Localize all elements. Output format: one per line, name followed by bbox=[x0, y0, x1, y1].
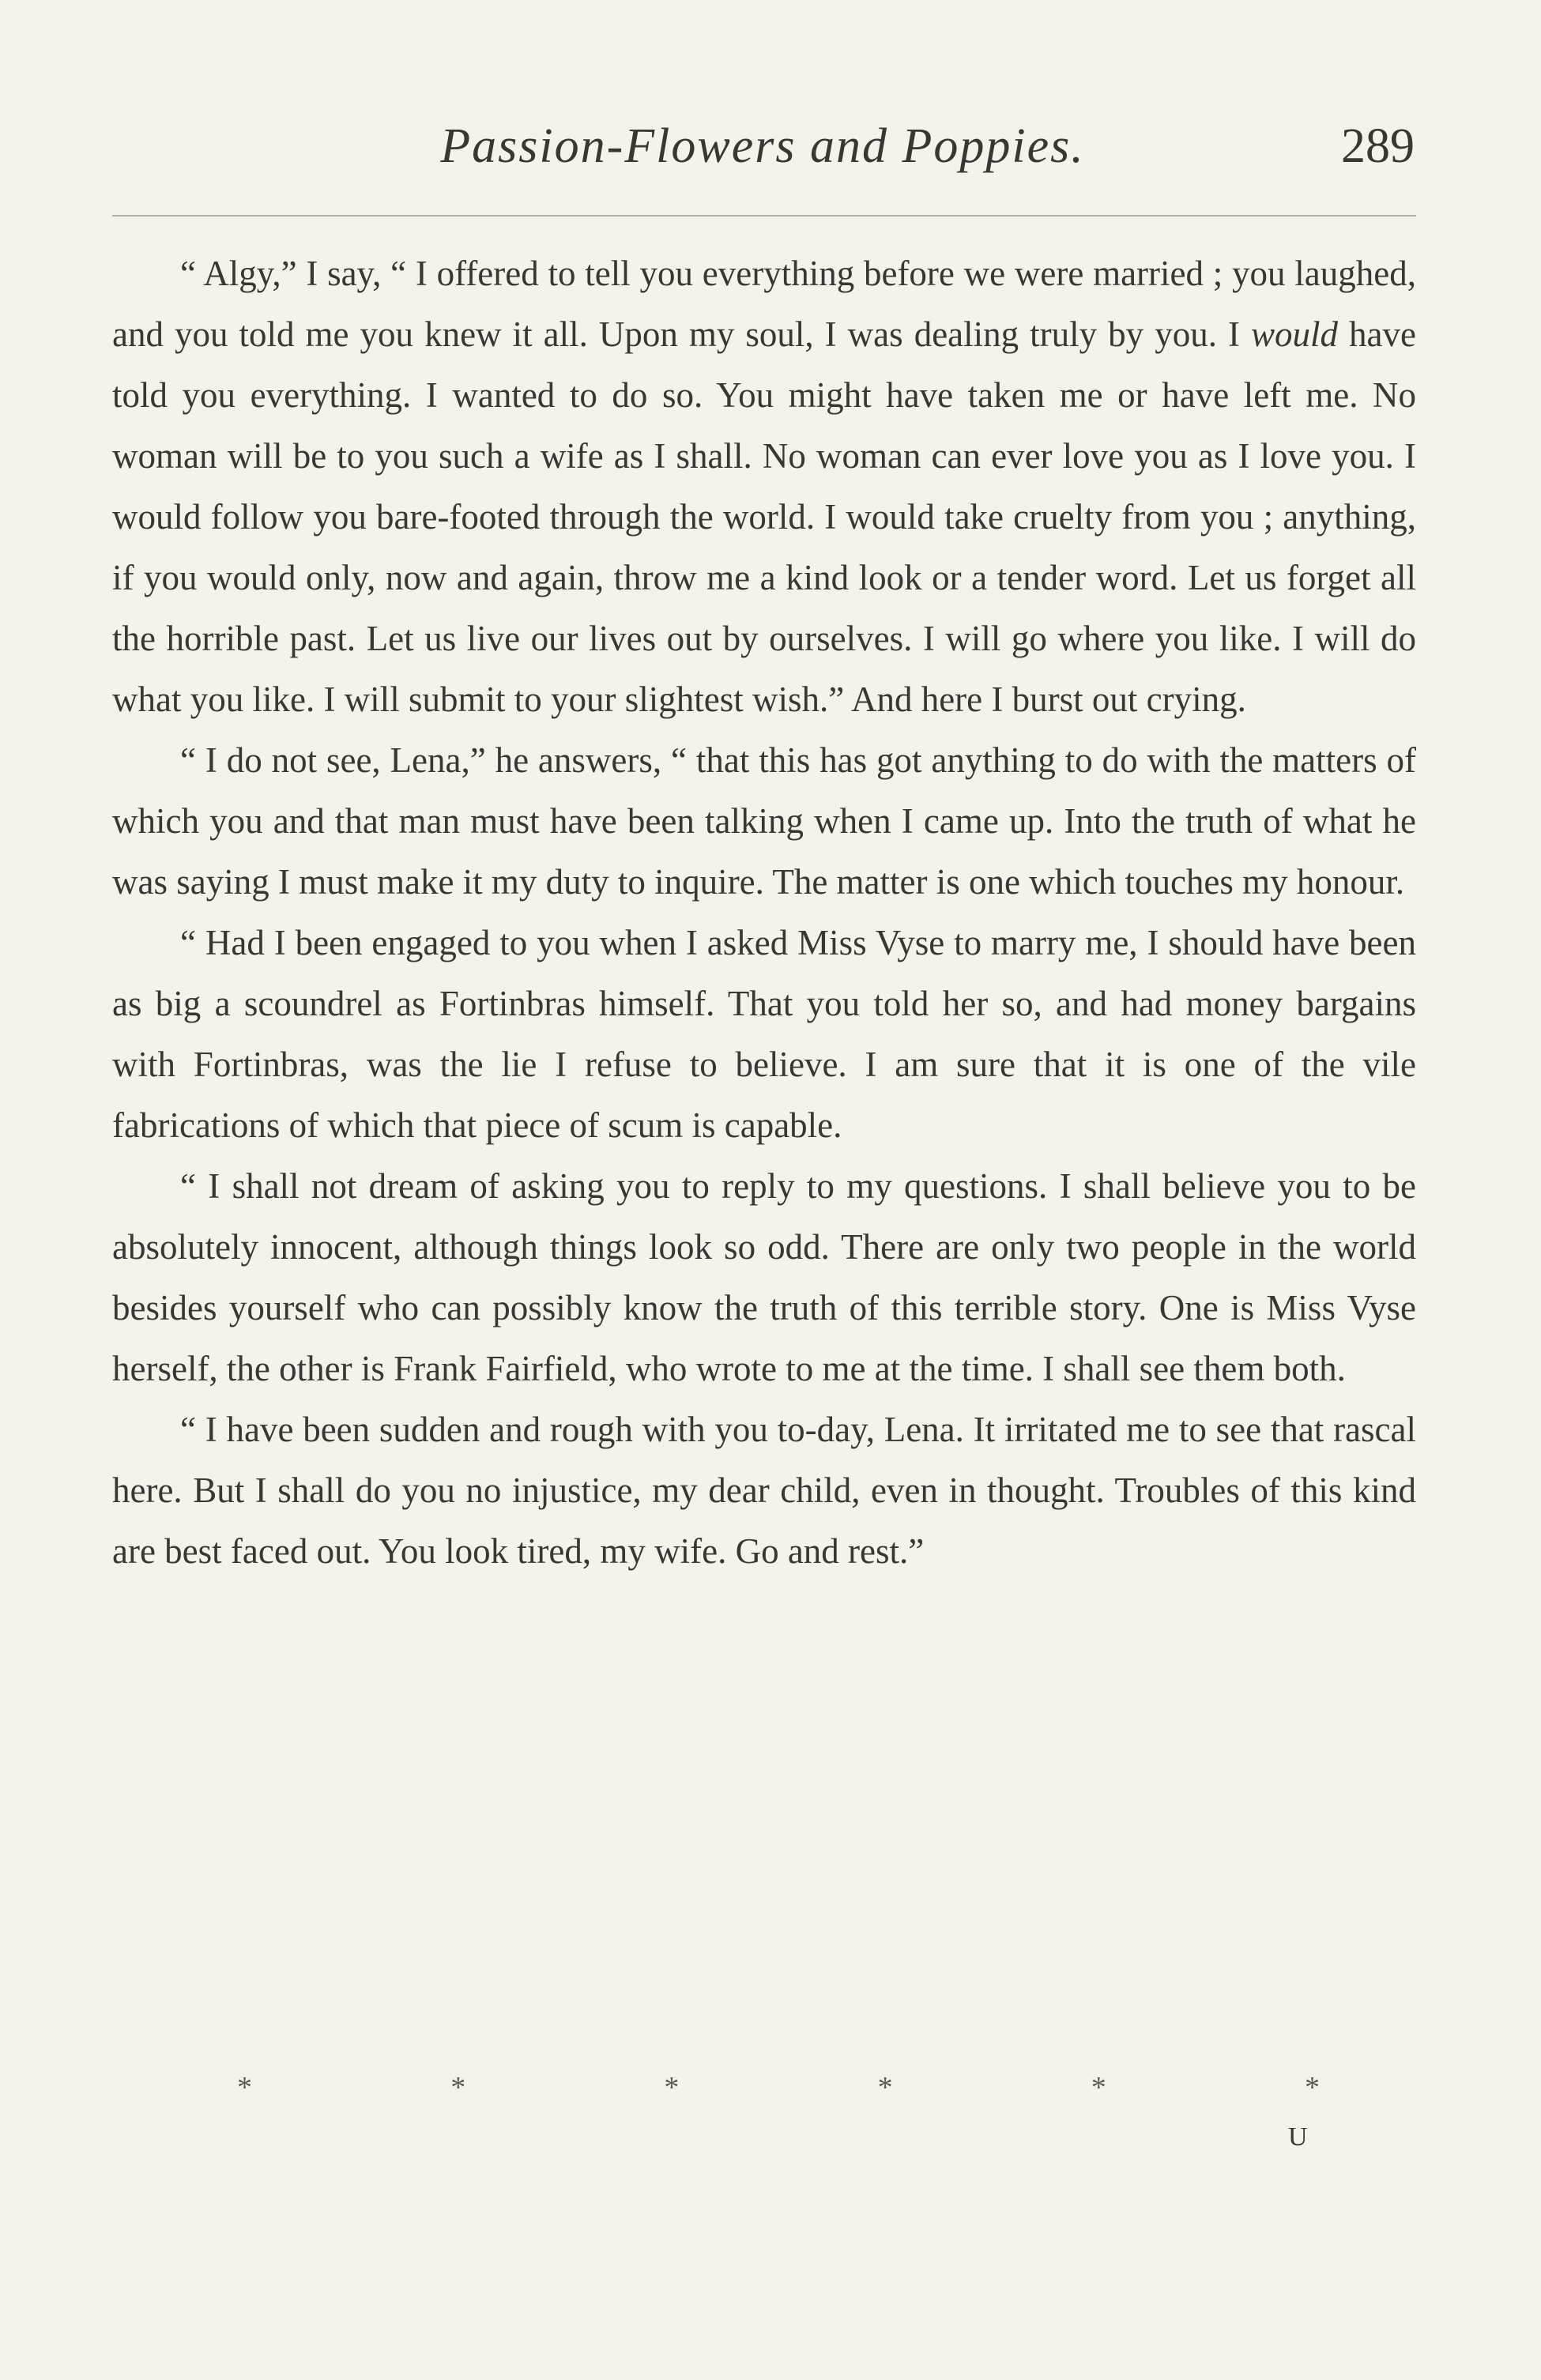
paragraph-2: “ I do not see, Lena,” he answers, “ that this has got anything to do with the matters of which you and that man must have been talking when I came up. Into the truth of what he was saying I must make it my duty to inquire. The matter is one which touches my honour. bbox=[112, 740, 1416, 902]
paragraph-4: “ I shall not dream of asking you to reply to my questions. I shall believe you to be absolutely innocent, although things look so odd. There are only two people in the world besides yourself who can possibly know the truth of this terrible story. One is Miss Vyse herself, the other is Frank Fairfield, who wrote to me at the time. I shall see them both. bbox=[112, 1166, 1416, 1388]
asterisk: * bbox=[237, 2071, 252, 2104]
header-rule bbox=[112, 215, 1416, 217]
paragraph-1-part-a: “ Algy,” I say, “ I offered to tell you everything before we were married ; you laughed, and you told me you knew it all. Upon my soul, I was dealing truly by you. I bbox=[112, 254, 1416, 354]
running-title: Passion-Flowers and Poppies. bbox=[440, 119, 1085, 173]
paragraph-3: “ Had I been engaged to you when I asked Miss Vyse to marry me, I should have been as big a scoundrel as Fortinbras himself. That you told her so, and had money bargains with Fortinbras, was the lie I refuse to believe. I am sure that it is one of the vile fabrications of which that piece of scum is capable. bbox=[112, 923, 1416, 1145]
paragraph-5: “ I have been sudden and rough with you to-day, Lena. It irritated me to see that rascal here. But I shall do you no injustice, my dear child, even in thought. Troubles of this kind are best faced out. You look tired, my wife. Go and rest.” bbox=[112, 1410, 1416, 1571]
section-break bbox=[237, 2070, 1320, 2105]
asterisk: * bbox=[664, 2071, 680, 2104]
page-number: 289 bbox=[1341, 119, 1415, 173]
signature-mark: U bbox=[1288, 2122, 1308, 2152]
asterisk: * bbox=[1091, 2071, 1106, 2104]
asterisk: * bbox=[877, 2071, 893, 2104]
asterisk: * bbox=[1304, 2071, 1320, 2104]
paragraph-1 bbox=[112, 243, 1416, 730]
page-header bbox=[111, 119, 1415, 190]
emphasized-word: would bbox=[1250, 314, 1339, 354]
body-text bbox=[112, 243, 1416, 1582]
paragraph-1-part-b: have told you everything. I wanted to do so. You might have taken me or have left me. No woman will be to you such a wife as I shall. No woman can ever love you as I love you. I would follow you bare-footed through the world. I would take cruelty from you ; anything, if you would only, now and again, throw me a kind look or a tender word. Let us forget all the horrible past. Let us live our lives out by ourselves. I will go where you like. I will do what you like. I will submit to your slightest wish.” And here I burst out crying. bbox=[112, 314, 1416, 719]
asterisk: * bbox=[450, 2071, 466, 2104]
